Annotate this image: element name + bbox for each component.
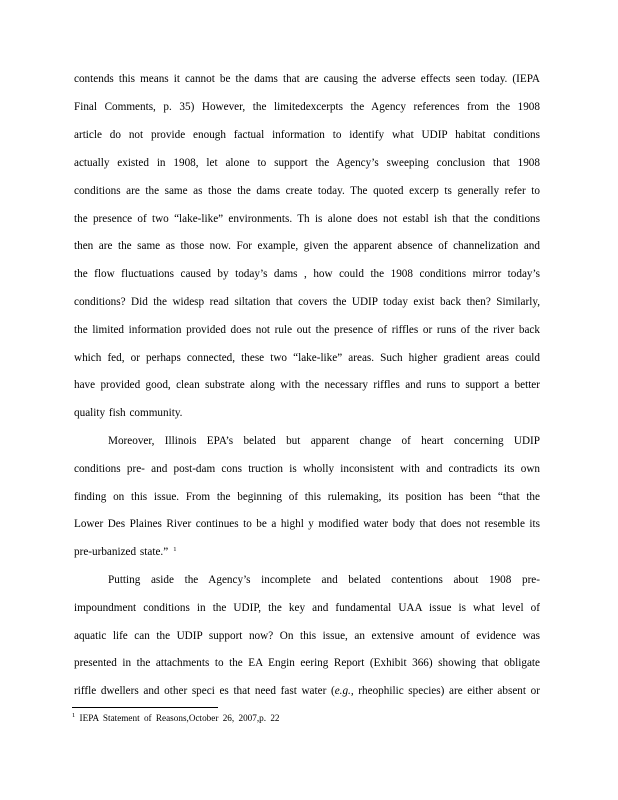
body-line-21: aquatic life can the UDIP support now? On this issue, an extensive amount of evidence was — [74, 630, 540, 642]
body-line-4: actually existed in 1908, let alone to support the Agency’s sweeping conclusion that 1908 — [74, 157, 540, 169]
body-line-23 — [74, 684, 540, 698]
body-line-3: article do not provide enough factual information to identify what UDIP habitat conditions — [74, 129, 540, 141]
footnote-separator — [72, 707, 218, 708]
body-line-23-text: riffle dwellers and other speci es that need fast water ( — [74, 685, 335, 697]
body-line-22: presented in the attachments to the EA Engin eering Report (Exhibit 366) showing that obligate — [74, 657, 540, 669]
body-line-17: Lower Des Plaines River continues to be a highl y modified water body that does not resemble its — [74, 518, 540, 530]
footnote-number: 1 — [72, 712, 76, 719]
body-line-18-text: pre-urbanized state.” — [74, 546, 169, 558]
body-line-8: the flow fluctuations caused by today’s dams , how could the 1908 conditions mirror today’s — [74, 268, 540, 280]
body-line-16: finding on this issue. From the beginning of this rulemaking, its position has been “that the — [74, 491, 540, 503]
body-line-7: then are the same as those now. For example, given the apparent absence of channelization and — [74, 240, 540, 252]
body-line-6: the presence of two “lake-like” environments. Th is alone does not establ ish that the conditions — [74, 213, 540, 225]
footnote — [72, 713, 280, 724]
body-line-1: contends this means it cannot be the dams that are causing the adverse effects seen today. (IEPA — [74, 73, 540, 85]
body-line-23-italic: e.g., — [334, 685, 354, 697]
body-line-14: Moreover, Illinois EPA’s belated but apparent change of heart concerning UDIP — [108, 435, 540, 447]
footnote-text: IEPA Statement of Reasons,October 26, 2007,p. 22 — [79, 713, 280, 723]
body-line-5: conditions are the same as those the dams create today. The quoted excerp ts generally refer to — [74, 185, 540, 197]
body-line-13: quality fish community. — [74, 407, 183, 419]
body-line-12: have provided good, clean substrate along with the necessary riffles and runs to support a better — [74, 379, 540, 391]
body-line-11: which fed, or perhaps connected, these two “lake-like” areas. Such higher gradient areas could — [74, 352, 540, 364]
footnote-reference: 1 — [173, 546, 177, 553]
body-line-2: Final Comments, p. 35) However, the limitedexcerpts the Agency references from the 1908 — [74, 101, 540, 113]
body-line-10: the limited information provided does not rule out the presence of riffles or runs of the river back — [74, 324, 540, 336]
body-line-23-rest: rheophilic species) are either absent or — [358, 685, 540, 697]
body-line-9: conditions? Did the widesp read siltation that covers the UDIP today exist back then? Similarly, — [74, 296, 540, 308]
body-line-19: Putting aside the Agency’s incomplete and belated contentions about 1908 pre- — [108, 574, 540, 586]
body-line-18 — [74, 545, 176, 559]
body-line-20: impoundment conditions in the UDIP, the key and fundamental UAA issue is what level of — [74, 602, 540, 614]
body-line-15: conditions pre- and post-dam cons truction is wholly inconsistent with and contradicts its own — [74, 463, 540, 475]
